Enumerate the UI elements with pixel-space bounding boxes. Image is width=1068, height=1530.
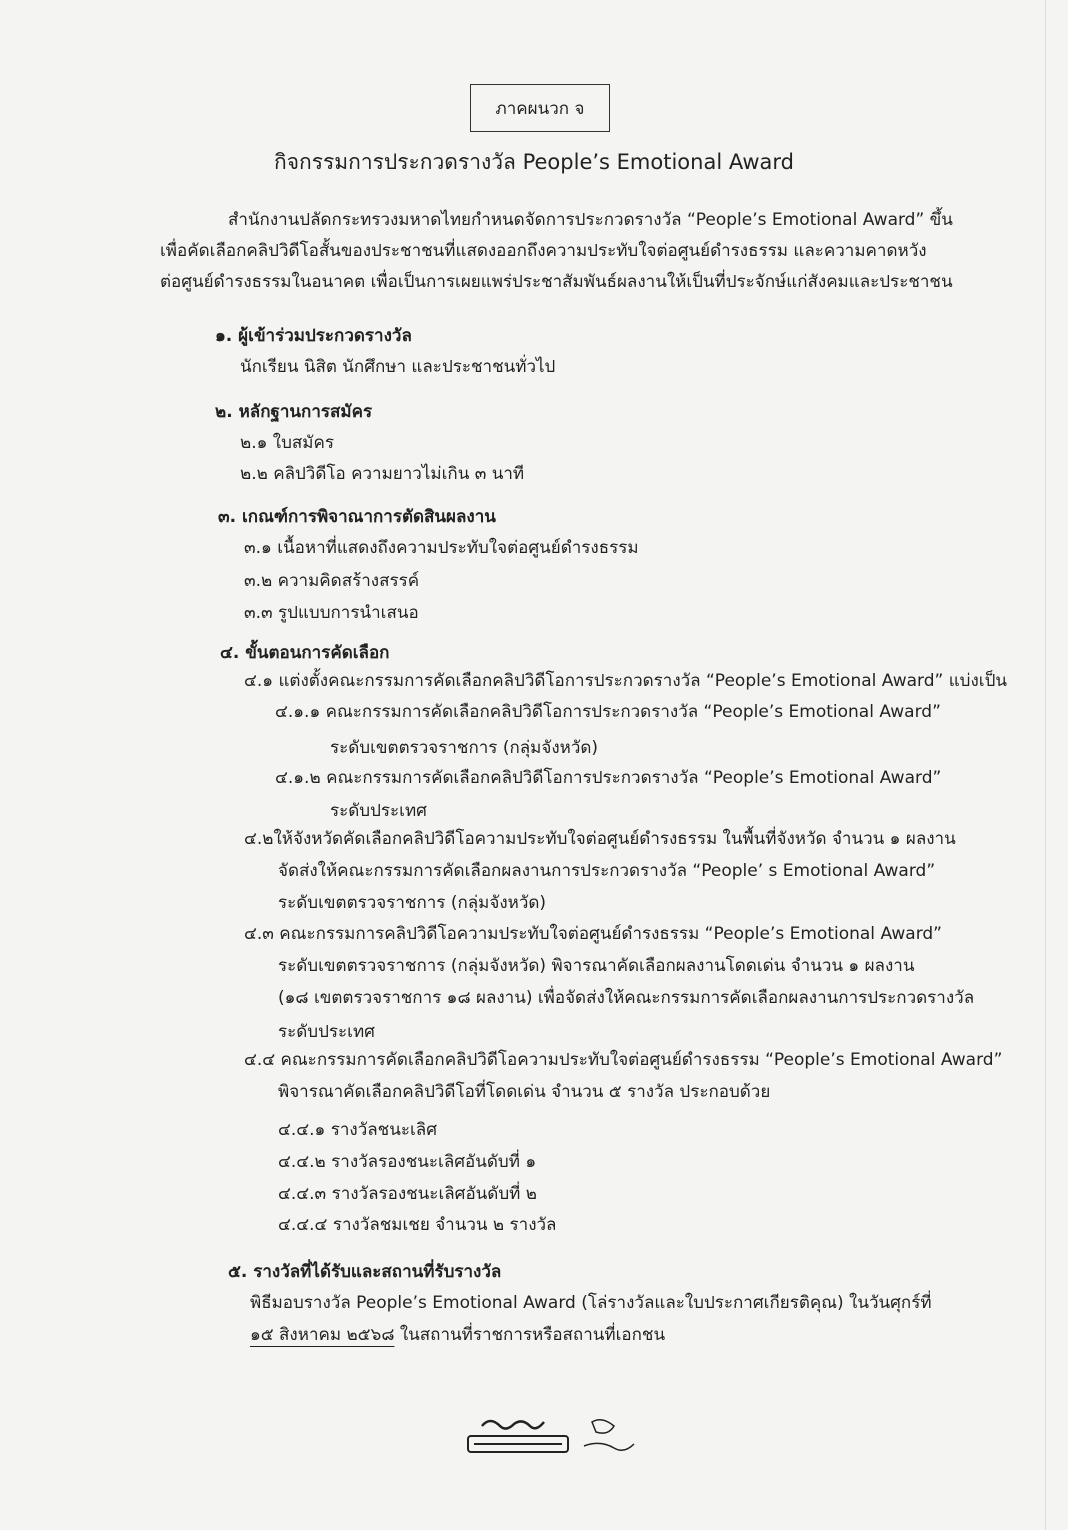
section-4-subitem-cont: ระดับเขตตรวจราชการ (กลุ่มจังหวัด) [330,738,599,758]
award-item: ๔.๔.๔ รางวัลชมเชย จำนวน ๒ รางวัล [278,1215,557,1235]
intro-line: สำนักงานปลัดกระทรวงมหาดไทยกำหนดจัดการประกวดรางวัล “People’s Emotional Award” ขึ้น [228,210,953,230]
section-2-item: ๒.๑ ใบสมัคร [240,433,334,453]
intro-paragraph [160,205,953,298]
section-1-heading: ๑. ผู้เข้าร่วมประกวดรางวัล [215,326,412,346]
section-4-item: ๔.๒ให้จังหวัดคัดเลือกคลิปวิดีโอความประทับใจต่อศูนย์ดำรงธรรม ในพื้นที่จังหวัด จำนวน ๑ ผลงาน [244,829,956,849]
award-item: ๔.๔.๓ รางวัลรองชนะเลิศอันดับที่ ๒ [278,1184,537,1204]
section-4-item-cont: จัดส่งให้คณะกรรมการคัดเลือกผลงานการประกวดรางวัล “People’ s Emotional Award” [278,861,936,881]
appendix-label-box [470,84,610,132]
section-4-item-cont: ระดับประเทศ [278,1022,375,1042]
section-4-heading: ๔. ขั้นตอนการคัดเลือก [220,643,390,663]
section-5-line: พิธีมอบรางวัล People’s Emotional Award (โล่รางวัลและใบประกาศเกียรติคุณ) ในวันศุกร์ที่ [250,1293,932,1313]
award-item: ๔.๔.๒ รางวัลรองชนะเลิศอันดับที่ ๑ [278,1152,537,1172]
page-title: กิจกรรมการประกวดรางวัล People’s Emotional Award [273,150,794,174]
section-3-item: ๓.๓ รูปแบบการนำเสนอ [244,603,419,623]
section-1-text: นักเรียน นิสิต นักศึกษา และประชาชนทั่วไป [240,357,556,377]
section-4-item: ๔.๑ แต่งตั้งคณะกรรมการคัดเลือกคลิปวิดีโอการประกวดรางวัล “People’s Emotional Award” แบ่งเป็น [244,671,1007,691]
section-4-item-cont: (๑๘ เขตตรวจราชการ ๑๘ ผลงาน) เพื่อจัดส่งให้คณะกรรมการคัดเลือกผลงานการประกวดรางวัล [278,988,975,1008]
section-2-item: ๒.๒ คลิปวิดีโอ ความยาวไม่เกิน ๓ นาที [240,464,525,484]
page-edge [1045,0,1046,1530]
section-4-item-cont: ระดับเขตตรวจราชการ (กลุ่มจังหวัด) พิจารณาคัดเลือกผลงานโดดเด่น จำนวน ๑ ผลงาน [278,956,915,976]
section-4-item: ๔.๓ คณะกรรมการคลิปวิดีโอความประทับใจต่อศูนย์ดำรงธรรม “People’s Emotional Award” [244,924,942,944]
award-item: ๔.๔.๑ รางวัลชนะเลิศ [278,1120,437,1140]
section-4-subitem: ๔.๑.๑ คณะกรรมการคัดเลือกคลิปวิดีโอการประกวดรางวัล “People’s Emotional Award” [275,702,941,722]
section-5-line-rest: ในสถานที่ราชการหรือสถานที่เอกชน [394,1325,666,1345]
section-5-heading: ๕. รางวัลที่ได้รับและสถานที่รับรางวัล [228,1262,502,1282]
award-date: ๑๕ สิงหาคม ๒๕๖๘ [250,1325,395,1345]
intro-line: ต่อศูนย์ดำรงธรรมในอนาคต เพื่อเป็นการเผยแพร่ประชาสัมพันธ์ผลงานให้เป็นที่ประจักษ์แก่สังคมและประชาชน [160,272,953,292]
appendix-label: ภาคผนวก จ [495,98,585,119]
footer-logos [462,1412,652,1462]
section-4-subitem: ๔.๑.๒ คณะกรรมการคัดเลือกคลิปวิดีโอการประกวดรางวัล “People’s Emotional Award” [275,768,942,788]
section-4-item: ๔.๔ คณะกรรมการคัดเลือกคลิปวิดีโอความประทับใจต่อศูนย์ดำรงธรรม “People’s Emotional Award” [244,1050,1003,1070]
footer-logo-graphic [462,1412,652,1462]
section-4-item-cont: พิจารณาคัดเลือกคลิปวิดีโอที่โดดเด่น จำนวน ๕ รางวัล ประกอบด้วย [278,1082,771,1102]
section-3-heading: ๓. เกณฑ์การพิจาณาการตัดสินผลงาน [218,507,496,527]
section-2-heading: ๒. หลักฐานการสมัคร [215,402,373,422]
section-3-item: ๓.๑ เนื้อหาที่แสดงถึงความประทับใจต่อศูนย์ดำรงธรรม [244,538,639,558]
section-4-subitem-cont: ระดับประเทศ [330,801,427,821]
section-4-item-cont: ระดับเขตตรวจราชการ (กลุ่มจังหวัด) [278,893,547,913]
intro-line: เพื่อคัดเลือกคลิปวิดีโอสั้นของประชาชนที่แสดงออกถึงความประทับใจต่อศูนย์ดำรงธรรม และความคาดหวัง [160,241,927,261]
section-3-item: ๓.๒ ความคิดสร้างสรรค์ [244,571,420,591]
section-5-line [250,1321,665,1348]
